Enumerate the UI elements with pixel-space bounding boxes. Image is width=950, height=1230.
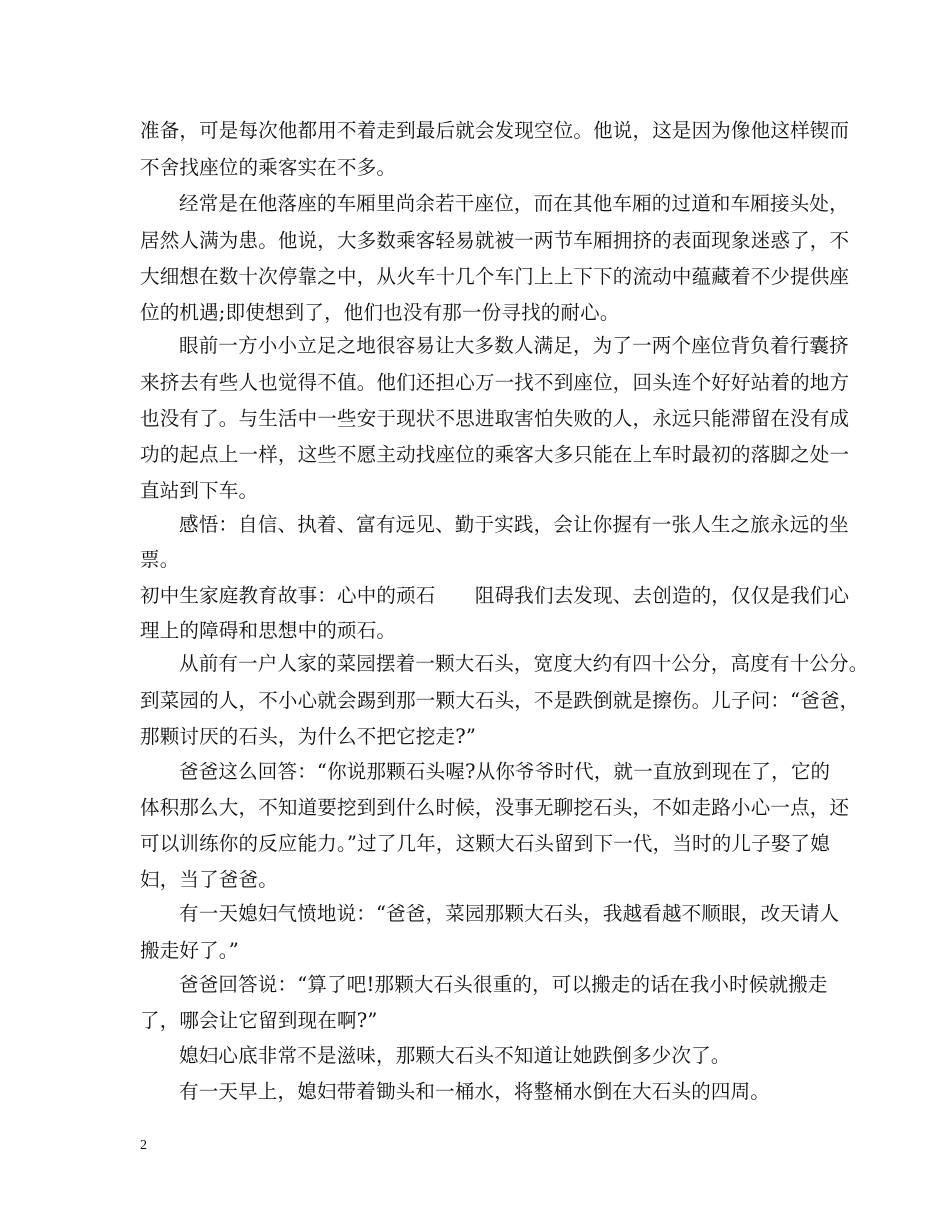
text-line: 了，哪会让它留到现在啊?” [140, 1009, 378, 1032]
text-line: 不舍找座位的乘客实在不多。 [140, 156, 397, 179]
text-line: 妇，当了爸爸。 [140, 868, 278, 891]
text-line: 位的机遇;即使想到了，他们也没有那一份寻找的耐心。 [140, 301, 620, 324]
text-line: 媳妇心底非常不是滋味，那颗大石头不知道让她跌倒多少次了。 [179, 1044, 731, 1067]
text-line: 有一天早上，媳妇带着锄头和一桶水，将整桶水倒在大石头的四周。 [179, 1080, 771, 1103]
text-line: 功的起点上一样，这些不愿主动找座位的乘客大多只能在上车时最初的落脚之处一 [140, 443, 850, 466]
text-line: 搬走好了。” [140, 939, 239, 962]
text-line: 理上的障碍和思想中的顽石。 [140, 619, 397, 642]
text-line: 感悟：自信、执着、富有远见、勤于实践，会让你握有一张人生之旅永远的坐 [179, 513, 849, 536]
text-line: 初中生家庭教育故事：心中的顽石 阻碍我们去发现、去创造的，仅仅是我们心 [140, 584, 850, 607]
text-line: 到菜园的人，不小心就会踢到那一颗大石头，不是跌倒就是擦伤。儿子问：“爸爸， [140, 689, 860, 712]
text-line: 那颗讨厌的石头，为什么不把它挖走?” [140, 725, 477, 748]
text-line: 可以训练你的反应能力。”过了几年，这颗大石头留到下一代，当时的儿子娶了媳 [140, 832, 830, 855]
text-line: 大细想在数十次停靠之中，从火车十几个车门上上下下的流动中蕴藏着不少提供座 [140, 265, 850, 288]
text-line: 也没有了。与生活中一些安于现状不思进取害怕失败的人，永远只能滞留在没有成 [140, 407, 850, 430]
text-line: 准备，可是每次他都用不着走到最后就会发现空位。他说，这是因为像他这样锲而 [140, 119, 850, 142]
text-line: 有一天媳妇气愤地说：“爸爸，菜园那颗大石头，我越看越不顺眼，改天请人 [179, 902, 840, 925]
text-line: 眼前一方小小立足之地很容易让大多数人满足，为了一两个座位背负着行囊挤 [179, 334, 849, 357]
text-line: 票。 [140, 548, 180, 571]
text-line: 从前有一户人家的菜园摆着一颗大石头，宽度大约有四十公分，高度有十公分。 [179, 652, 869, 675]
page-number: 2 [140, 1138, 147, 1153]
text-line: 经常是在他落座的车厢里尚余若干座位，而在其他车厢的过道和车厢接头处， [179, 192, 849, 215]
text-line: 居然人满为患。他说，大多数乘客轻易就被一两节车厢拥挤的表面现象迷惑了，不 [140, 229, 850, 252]
text-line: 爸爸回答说：“算了吧!那颗大石头很重的，可以搬走的话在我小时候就搬走 [179, 973, 828, 996]
text-line: 爸爸这么回答：“你说那颗石头喔?从你爷爷时代，就一直放到现在了，它的 [179, 760, 831, 783]
text-line: 直站到下车。 [140, 479, 259, 502]
text-line: 来挤去有些人也觉得不值。他们还担心万一找不到座位，回头连个好好站着的地方 [140, 371, 850, 394]
text-line: 体积那么大，不知道要挖到到什么时候，没事无聊挖石头，不如走路小心一点，还 [140, 796, 850, 819]
